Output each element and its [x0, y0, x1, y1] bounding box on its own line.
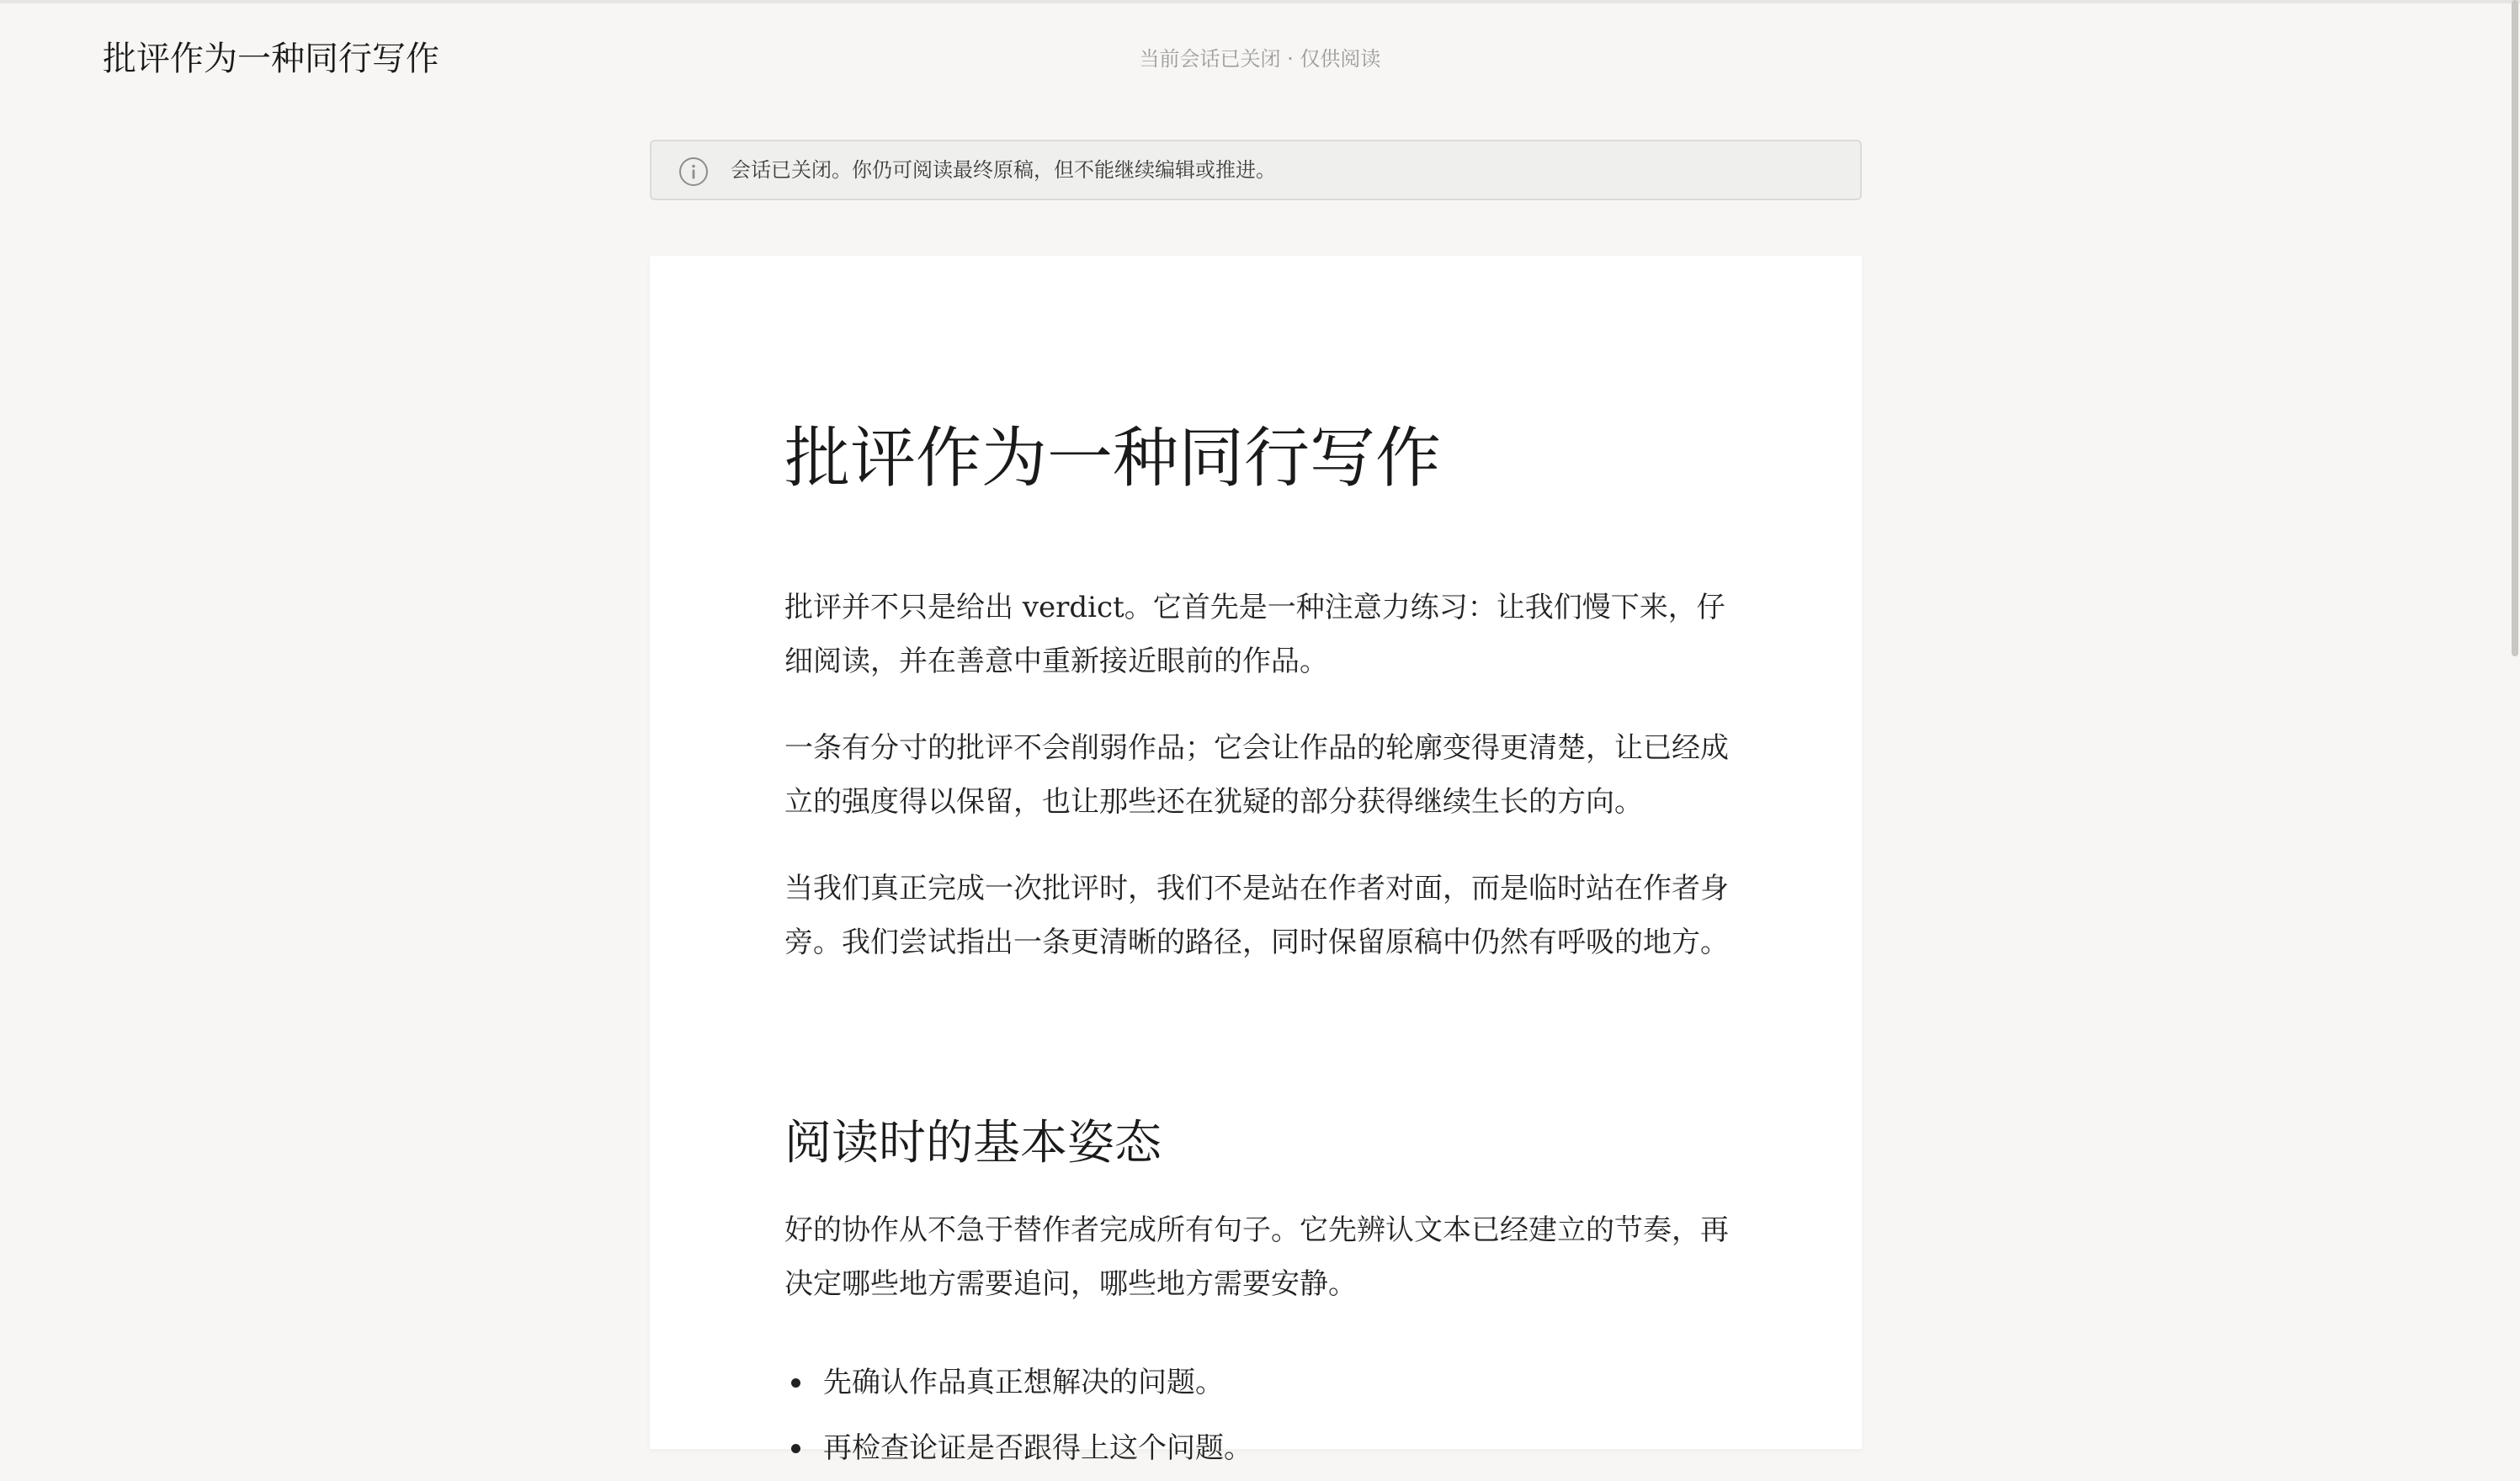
bullet-list [784, 1350, 1252, 1481]
document-card [650, 256, 1862, 1465]
session-status-text: 当前会话已关闭 · 仅供阅读 [1139, 47, 1381, 71]
app-title: 批评作为一种同行写作 [103, 40, 439, 78]
paragraph: 批评并不只是给出 verdict。它首先是一种注意力练习：让我们慢下来，仔细阅读，并在善意中重新接近眼前的作品。 [784, 591, 1725, 678]
scrollbar-thumb[interactable] [2512, 0, 2518, 656]
paragraph: 一条有分寸的批评不会削弱作品；它会让作品的轮廓变得更清楚，让已经成立的强度得以保留，也让那些还在犹疑的部分获得继续生长的方向。 [784, 731, 1729, 819]
list-item [784, 1350, 1252, 1415]
document-title: 批评作为一种同行写作 [784, 421, 1442, 496]
section-heading: 阅读时的基本姿态 [784, 1116, 1162, 1170]
list-item [784, 1415, 1252, 1481]
list-item-text: 再检查论证是否跟得上这个问题。 [823, 1431, 1252, 1465]
session-closed-notice [650, 140, 1862, 200]
list-item-text: 先确认作品真正想解决的问题。 [823, 1366, 1224, 1399]
app-header [0, 3, 2520, 113]
notice-text: 会话已关闭。你仍可阅读最终原稿，但不能继续编辑或推进。 [731, 158, 1276, 182]
bullet-dot [791, 1378, 800, 1388]
paragraph: 当我们真正完成一次批评时，我们不是站在作者对面，而是临时站在作者身旁。我们尝试指出一条更清晰的路径，同时保留原稿中仍然有呼吸的地方。 [784, 872, 1729, 959]
section-paragraph: 好的协作从不急于替作者完成所有句子。它先辨认文本已经建立的节奏，再决定哪些地方需要追问，哪些地方需要安静。 [784, 1213, 1729, 1301]
info-icon [678, 157, 709, 187]
